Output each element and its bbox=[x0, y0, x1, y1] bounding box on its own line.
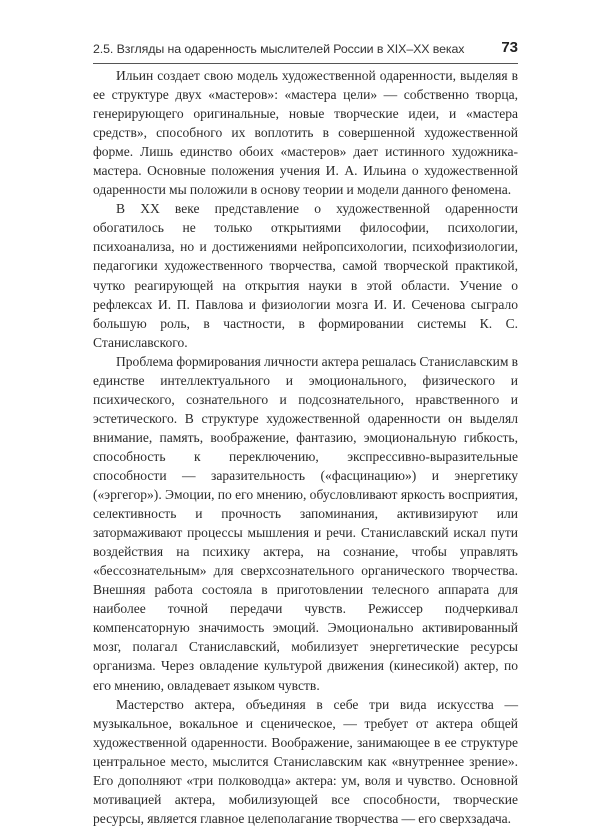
paragraph-twentieth-century: В XX веке представление о художественной одаренности обогатилось не только открытиями философии, психологии, психоанализа, но и достижениями нейропсихологии, психофизиологии, педагогики художественного творчества, самой творческой практикой, чутко реагирующей на открытия науки в этой области. Учение о рефлексах И. П. Павлова и физиологии мозга И. И. Сеченова сыграло большую роль, в частности, в формировании системы К. С. Станиславского. bbox=[93, 201, 518, 350]
body-text bbox=[93, 66, 518, 828]
running-title: 2.5. Взгляды на одаренность мыслителей России в XIX–XX веках bbox=[93, 42, 465, 56]
page-number: 73 bbox=[501, 39, 518, 56]
paragraph-ilyin-model: Ильин создает свою модель художественной одаренности, выделяя в ее структуре двух «мастеров»: «мастера цели» — собственно творца, генерирующего оригинальные, новые творческие идеи, и «мастера средств», способного их воплотить в совершенной художественной форме. Лишь единство обоих «мастеров» дает истинного художника-мастера. Основные положения учения И. А. Ильина о художественной одаренности мы положили в основу теории и модели данного феномена. bbox=[93, 68, 518, 198]
header-divider bbox=[93, 63, 518, 64]
page-header bbox=[93, 38, 518, 60]
paragraph-actor-mastery: Мастерство актера, объединяя в себе три вида искусства — музыкальное, вокальное и сценическое, — требует от актера общей художественной одаренности. Воображение, занимающее в ее структуре центральное место, мыслится Станиславским как «внутреннее зрение». Его дополняют «три полководца» актера: ум, воля и чувство. Основной мотивацией актера, мобилизующей все способности, творческие ресурсы, является главное целеполагание творчества — его сверхзадача. bbox=[93, 696, 518, 826]
paragraph-stanislavsky-personality: Проблема формирования личности актера решалась Станиславским в единстве интеллектуального и эмоционального, физического и психического, сознательного и подсознательного, нравственного и эстетического. В структуре художественной одаренности он выделял внимание, память, воображение, фантазию, эмоциональную гибкость, способность к переключению, экспрессивно-выразительные способности — заразительность («фасцинацию») и энергетику («эргегор»). Эмоции, по его мнению, обусловливают яркость восприятия, селективность и прочность запоминания, активизируют или затормаживают процессы мышления и речи. Станиславский искал пути воздействия на психику актера, на сознание, чтобы управлять «бессознательным» для сверхсознательного органического творчества. Внешняя работа состояла в приготовлении телесного аппарата для наиболее точной передачи чувств. Режиссер подчеркивал компенсаторную значимость эмоций. Эмоционально активированный мозг, полагал Станиславский, мобилизует энергетические ресурсы организма. Через овладение культурой движения (кинесикой) актер, по его мнению, овладевает языком чувств. bbox=[93, 353, 518, 693]
